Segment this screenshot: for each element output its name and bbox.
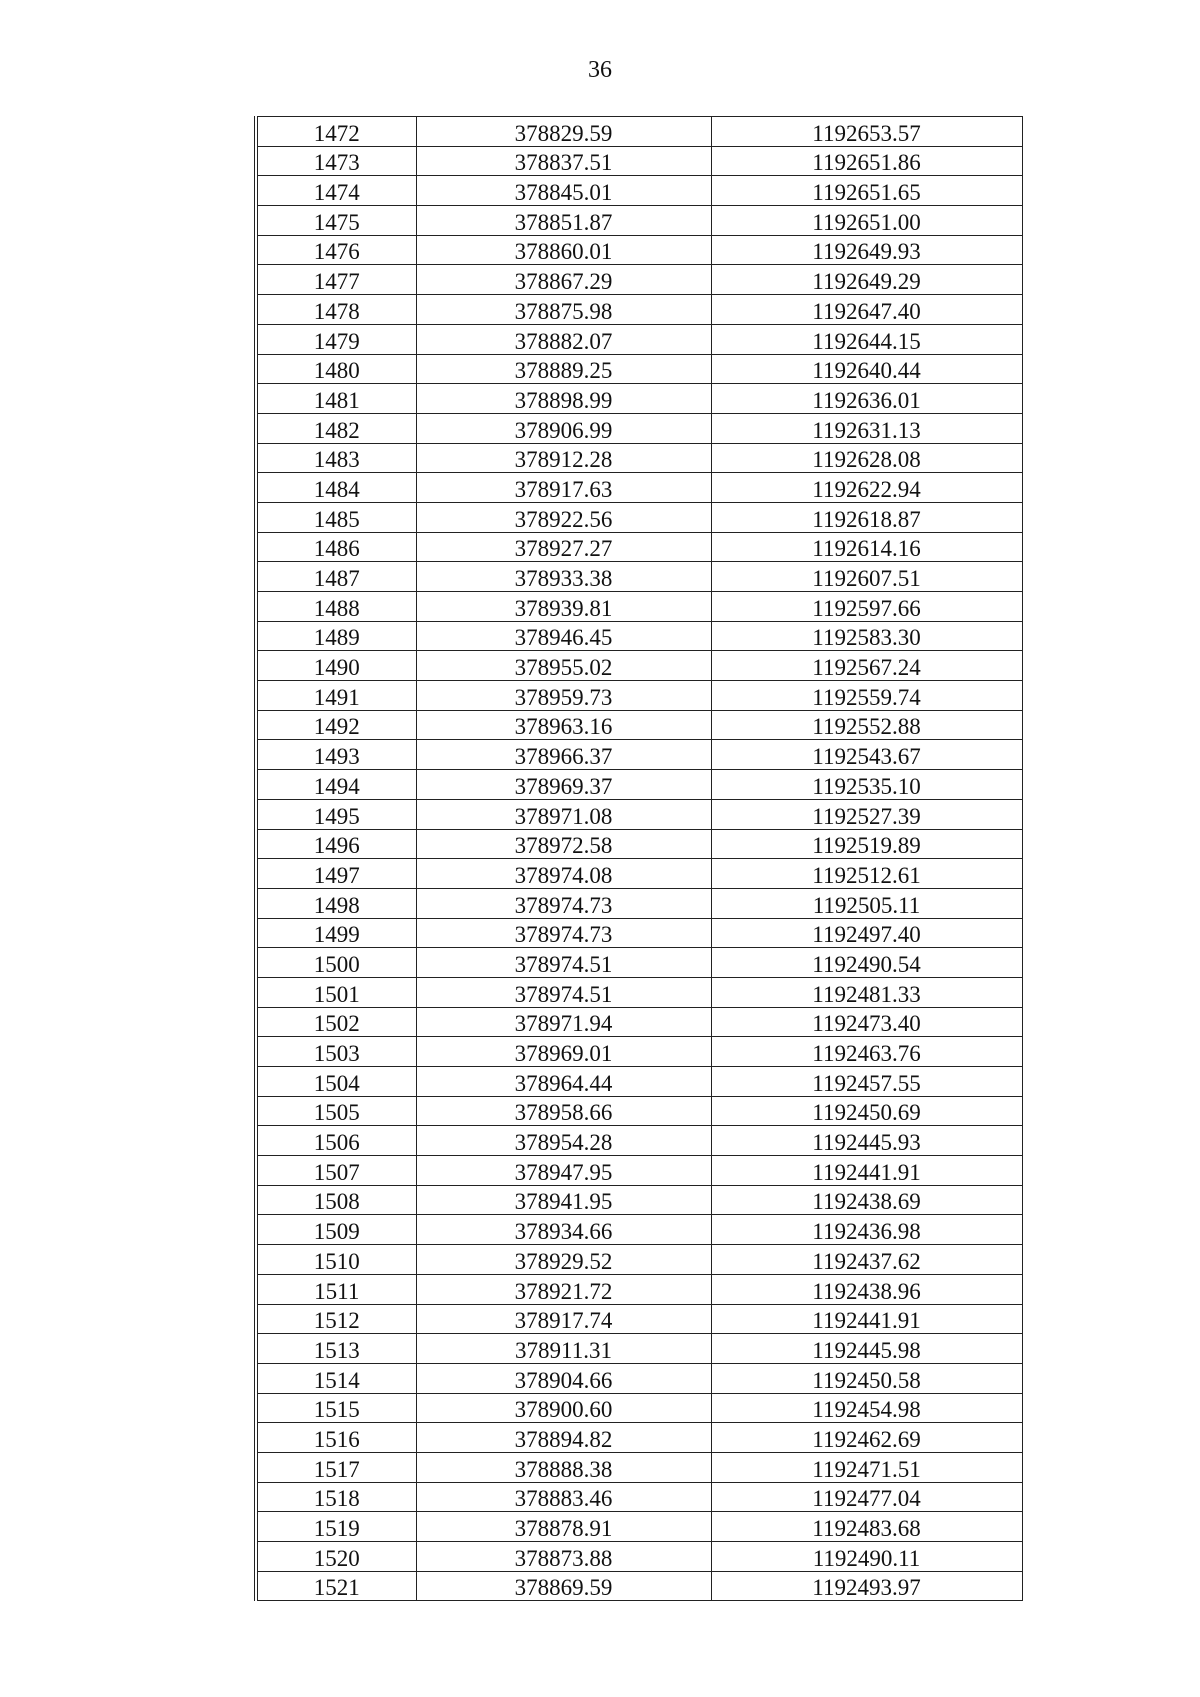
y-coordinate-cell: 1192653.57: [711, 117, 1022, 147]
x-coordinate-cell: 378873.88: [416, 1542, 711, 1572]
table-row: [256, 1185, 1022, 1215]
x-coordinate-cell: 378867.29: [416, 265, 711, 295]
x-coordinate-cell: 378969.37: [416, 770, 711, 800]
point-number-cell: 1495: [256, 799, 416, 829]
y-coordinate-cell: 1192441.91: [711, 1156, 1022, 1186]
point-number-cell: 1513: [256, 1334, 416, 1364]
table-row: [256, 1512, 1022, 1542]
page-number: 36: [588, 57, 612, 83]
x-coordinate-cell: 378912.28: [416, 443, 711, 473]
x-coordinate-cell: 378933.38: [416, 562, 711, 592]
y-coordinate-cell: 1192436.98: [711, 1215, 1022, 1245]
point-number-cell: 1474: [256, 176, 416, 206]
y-coordinate-cell: 1192636.01: [711, 384, 1022, 414]
table-row: [256, 1542, 1022, 1572]
x-coordinate-cell: 378963.16: [416, 710, 711, 740]
point-number-cell: 1473: [256, 146, 416, 176]
y-coordinate-cell: 1192457.55: [711, 1067, 1022, 1097]
point-number-cell: 1502: [256, 1007, 416, 1037]
x-coordinate-cell: 378917.74: [416, 1304, 711, 1334]
table-row: [256, 1215, 1022, 1245]
point-number-cell: 1476: [256, 235, 416, 265]
table-row: [256, 859, 1022, 889]
point-number-cell: 1521: [256, 1571, 416, 1601]
x-coordinate-cell: 378934.66: [416, 1215, 711, 1245]
table-row: [256, 710, 1022, 740]
table-row: [256, 1126, 1022, 1156]
y-coordinate-cell: 1192490.54: [711, 948, 1022, 978]
x-coordinate-cell: 378888.38: [416, 1452, 711, 1482]
y-coordinate-cell: 1192445.93: [711, 1126, 1022, 1156]
y-coordinate-cell: 1192463.76: [711, 1037, 1022, 1067]
x-coordinate-cell: 378829.59: [416, 117, 711, 147]
point-number-cell: 1489: [256, 621, 416, 651]
y-coordinate-cell: 1192490.11: [711, 1542, 1022, 1572]
y-coordinate-cell: 1192628.08: [711, 443, 1022, 473]
x-coordinate-cell: 378878.91: [416, 1512, 711, 1542]
x-coordinate-cell: 378972.58: [416, 829, 711, 859]
x-coordinate-cell: 378900.60: [416, 1393, 711, 1423]
point-number-cell: 1493: [256, 740, 416, 770]
y-coordinate-cell: 1192559.74: [711, 681, 1022, 711]
x-coordinate-cell: 378882.07: [416, 324, 711, 354]
point-number-cell: 1507: [256, 1156, 416, 1186]
table-row: [256, 681, 1022, 711]
y-coordinate-cell: 1192445.98: [711, 1334, 1022, 1364]
table-row: [256, 443, 1022, 473]
y-coordinate-cell: 1192438.69: [711, 1185, 1022, 1215]
x-coordinate-cell: 378860.01: [416, 235, 711, 265]
table-row: [256, 502, 1022, 532]
y-coordinate-cell: 1192438.96: [711, 1274, 1022, 1304]
x-coordinate-cell: 378947.95: [416, 1156, 711, 1186]
y-coordinate-cell: 1192649.29: [711, 265, 1022, 295]
x-coordinate-cell: 378958.66: [416, 1096, 711, 1126]
y-coordinate-cell: 1192535.10: [711, 770, 1022, 800]
y-coordinate-cell: 1192651.65: [711, 176, 1022, 206]
table-row: [256, 1334, 1022, 1364]
y-coordinate-cell: 1192462.69: [711, 1423, 1022, 1453]
x-coordinate-cell: 378894.82: [416, 1423, 711, 1453]
y-coordinate-cell: 1192649.93: [711, 235, 1022, 265]
x-coordinate-cell: 378845.01: [416, 176, 711, 206]
y-coordinate-cell: 1192437.62: [711, 1245, 1022, 1275]
point-number-cell: 1503: [256, 1037, 416, 1067]
point-number-cell: 1517: [256, 1452, 416, 1482]
y-coordinate-cell: 1192622.94: [711, 473, 1022, 503]
point-number-cell: 1488: [256, 592, 416, 622]
table-row: [256, 324, 1022, 354]
y-coordinate-cell: 1192618.87: [711, 502, 1022, 532]
table-row: [256, 1423, 1022, 1453]
point-number-cell: 1518: [256, 1482, 416, 1512]
x-coordinate-cell: 378883.46: [416, 1482, 711, 1512]
x-coordinate-cell: 378964.44: [416, 1067, 711, 1097]
x-coordinate-cell: 378969.01: [416, 1037, 711, 1067]
x-coordinate-cell: 378875.98: [416, 295, 711, 325]
table-row: [256, 176, 1022, 206]
y-coordinate-cell: 1192607.51: [711, 562, 1022, 592]
point-number-cell: 1482: [256, 413, 416, 443]
x-coordinate-cell: 378851.87: [416, 206, 711, 236]
x-coordinate-cell: 378971.94: [416, 1007, 711, 1037]
table-row: [256, 770, 1022, 800]
y-coordinate-cell: 1192477.04: [711, 1482, 1022, 1512]
table-row: [256, 532, 1022, 562]
point-number-cell: 1497: [256, 859, 416, 889]
table-row: [256, 354, 1022, 384]
y-coordinate-cell: 1192552.88: [711, 710, 1022, 740]
table-row: [256, 1007, 1022, 1037]
point-number-cell: 1486: [256, 532, 416, 562]
table-row: [256, 1452, 1022, 1482]
x-coordinate-cell: 378974.73: [416, 888, 711, 918]
point-number-cell: 1506: [256, 1126, 416, 1156]
y-coordinate-cell: 1192647.40: [711, 295, 1022, 325]
table-row: [256, 206, 1022, 236]
y-coordinate-cell: 1192441.91: [711, 1304, 1022, 1334]
table-row: [256, 1304, 1022, 1334]
point-number-cell: 1484: [256, 473, 416, 503]
y-coordinate-cell: 1192614.16: [711, 532, 1022, 562]
table-row: [256, 1245, 1022, 1275]
point-number-cell: 1487: [256, 562, 416, 592]
y-coordinate-cell: 1192483.68: [711, 1512, 1022, 1542]
point-number-cell: 1490: [256, 651, 416, 681]
point-number-cell: 1510: [256, 1245, 416, 1275]
point-number-cell: 1512: [256, 1304, 416, 1334]
x-coordinate-cell: 378974.51: [416, 977, 711, 1007]
table-row: [256, 562, 1022, 592]
y-coordinate-cell: 1192473.40: [711, 1007, 1022, 1037]
y-coordinate-cell: 1192512.61: [711, 859, 1022, 889]
point-number-cell: 1496: [256, 829, 416, 859]
point-number-cell: 1477: [256, 265, 416, 295]
point-number-cell: 1498: [256, 888, 416, 918]
y-coordinate-cell: 1192543.67: [711, 740, 1022, 770]
point-number-cell: 1499: [256, 918, 416, 948]
x-coordinate-cell: 378927.27: [416, 532, 711, 562]
x-coordinate-cell: 378921.72: [416, 1274, 711, 1304]
x-coordinate-cell: 378955.02: [416, 651, 711, 681]
table-row: [256, 829, 1022, 859]
table-row: [256, 651, 1022, 681]
point-number-cell: 1511: [256, 1274, 416, 1304]
point-number-cell: 1500: [256, 948, 416, 978]
x-coordinate-cell: 378946.45: [416, 621, 711, 651]
table-row: [256, 1156, 1022, 1186]
point-number-cell: 1519: [256, 1512, 416, 1542]
coordinates-table: [254, 116, 1023, 1601]
point-number-cell: 1480: [256, 354, 416, 384]
table-row: [256, 384, 1022, 414]
x-coordinate-cell: 378922.56: [416, 502, 711, 532]
table-row: [256, 1571, 1022, 1601]
table-row: [256, 799, 1022, 829]
table-row: [256, 235, 1022, 265]
x-coordinate-cell: 378939.81: [416, 592, 711, 622]
table-row: [256, 1096, 1022, 1126]
x-coordinate-cell: 378917.63: [416, 473, 711, 503]
point-number-cell: 1514: [256, 1363, 416, 1393]
x-coordinate-cell: 378911.31: [416, 1334, 711, 1364]
point-number-cell: 1520: [256, 1542, 416, 1572]
table-row: [256, 1363, 1022, 1393]
point-number-cell: 1516: [256, 1423, 416, 1453]
x-coordinate-cell: 378904.66: [416, 1363, 711, 1393]
y-coordinate-cell: 1192527.39: [711, 799, 1022, 829]
table-row: [256, 1482, 1022, 1512]
table-row: [256, 1037, 1022, 1067]
table-row: [256, 265, 1022, 295]
table-row: [256, 948, 1022, 978]
point-number-cell: 1505: [256, 1096, 416, 1126]
y-coordinate-cell: 1192640.44: [711, 354, 1022, 384]
point-number-cell: 1501: [256, 977, 416, 1007]
y-coordinate-cell: 1192454.98: [711, 1393, 1022, 1423]
point-number-cell: 1491: [256, 681, 416, 711]
table-row: [256, 473, 1022, 503]
y-coordinate-cell: 1192631.13: [711, 413, 1022, 443]
y-coordinate-cell: 1192597.66: [711, 592, 1022, 622]
x-coordinate-cell: 378929.52: [416, 1245, 711, 1275]
x-coordinate-cell: 378971.08: [416, 799, 711, 829]
point-number-cell: 1508: [256, 1185, 416, 1215]
y-coordinate-cell: 1192481.33: [711, 977, 1022, 1007]
x-coordinate-cell: 378974.51: [416, 948, 711, 978]
table-row: [256, 295, 1022, 325]
x-coordinate-cell: 378898.99: [416, 384, 711, 414]
point-number-cell: 1483: [256, 443, 416, 473]
coordinates-table-body: [256, 117, 1022, 1601]
table-row: [256, 918, 1022, 948]
x-coordinate-cell: 378889.25: [416, 354, 711, 384]
table-row: [256, 1067, 1022, 1097]
table-row: [256, 1393, 1022, 1423]
point-number-cell: 1494: [256, 770, 416, 800]
x-coordinate-cell: 378974.08: [416, 859, 711, 889]
y-coordinate-cell: 1192644.15: [711, 324, 1022, 354]
x-coordinate-cell: 378974.73: [416, 918, 711, 948]
table-row: [256, 621, 1022, 651]
x-coordinate-cell: 378906.99: [416, 413, 711, 443]
y-coordinate-cell: 1192651.00: [711, 206, 1022, 236]
x-coordinate-cell: 378959.73: [416, 681, 711, 711]
x-coordinate-cell: 378966.37: [416, 740, 711, 770]
table-row: [256, 592, 1022, 622]
x-coordinate-cell: 378941.95: [416, 1185, 711, 1215]
y-coordinate-cell: 1192651.86: [711, 146, 1022, 176]
y-coordinate-cell: 1192450.58: [711, 1363, 1022, 1393]
point-number-cell: 1479: [256, 324, 416, 354]
point-number-cell: 1515: [256, 1393, 416, 1423]
y-coordinate-cell: 1192493.97: [812, 1575, 921, 1601]
point-number-cell: 1475: [256, 206, 416, 236]
y-coordinate-cell: 1192497.40: [711, 918, 1022, 948]
y-coordinate-cell: 1192505.11: [711, 888, 1022, 918]
table-row: [256, 977, 1022, 1007]
point-number-cell: 1472: [256, 117, 416, 147]
y-coordinate-cell: 1192583.30: [711, 621, 1022, 651]
point-number-cell: 1478: [256, 295, 416, 325]
x-coordinate-cell: 378837.51: [416, 146, 711, 176]
x-coordinate-cell: 378954.28: [416, 1126, 711, 1156]
table-row: [256, 146, 1022, 176]
x-coordinate-cell: 378869.59: [416, 1571, 711, 1601]
point-number-cell: 1504: [256, 1067, 416, 1097]
y-coordinate-cell: 1192519.89: [711, 829, 1022, 859]
point-number-cell: 1492: [256, 710, 416, 740]
point-number-cell: 1509: [256, 1215, 416, 1245]
table-row: [256, 1274, 1022, 1304]
table-row: [256, 413, 1022, 443]
y-coordinate-cell: 1192450.69: [711, 1096, 1022, 1126]
table-row: [256, 740, 1022, 770]
point-number-cell: 1485: [256, 502, 416, 532]
y-coordinate-cell: 1192471.51: [711, 1452, 1022, 1482]
table-row: [256, 117, 1022, 147]
point-number-cell: 1481: [256, 384, 416, 414]
y-coordinate-cell: 1192567.24: [711, 651, 1022, 681]
table-row: [256, 888, 1022, 918]
